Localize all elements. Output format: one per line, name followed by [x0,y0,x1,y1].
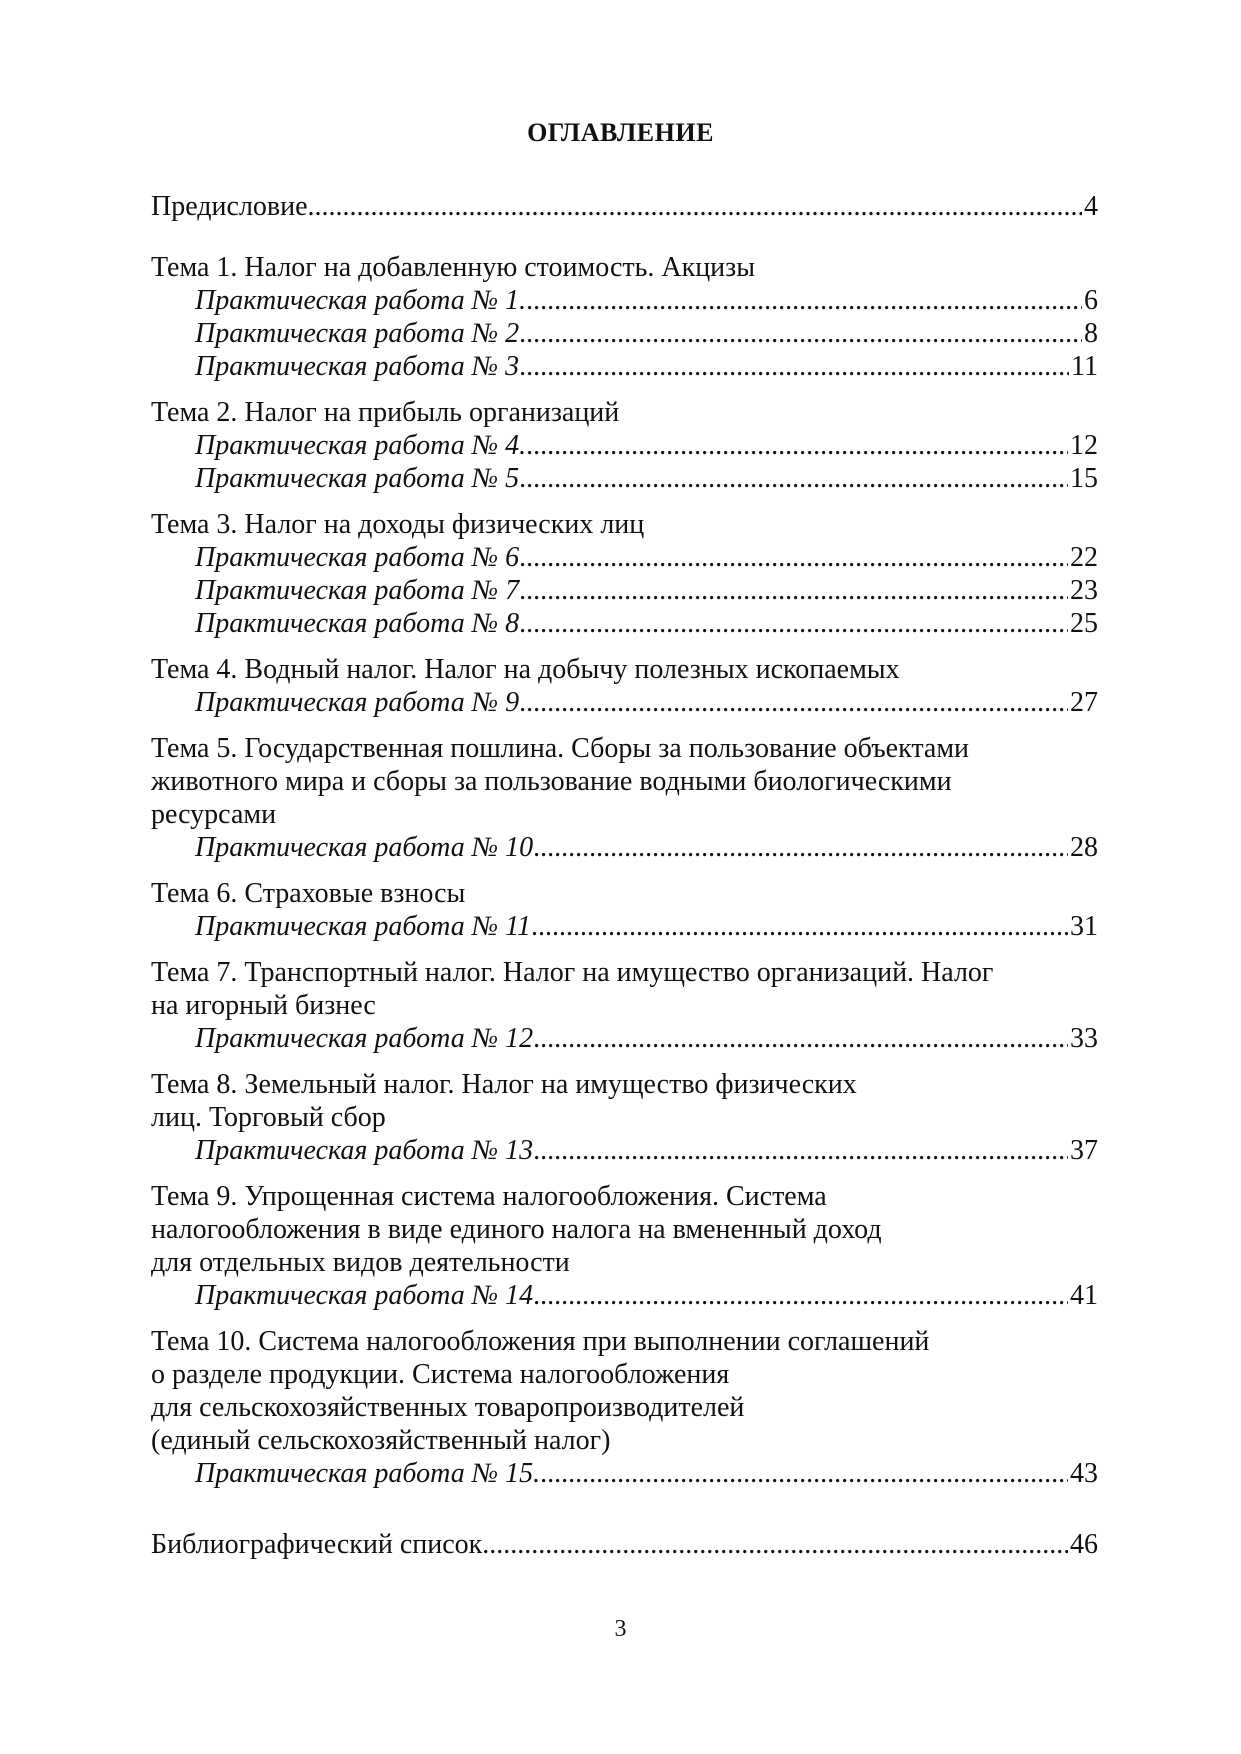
toc-theme-title-line: Тема 9. Упрощенная система налогообложения. Система [151,1181,827,1212]
toc-theme-title-line: Тема 2. Налог на прибыль организаций [151,397,620,428]
toc-theme-title-line: для отдельных видов деятельности [151,1247,570,1278]
toc-entry-label: Практическая работа № 15. [195,1458,541,1489]
toc-theme [151,1180,1098,1312]
toc-theme [151,1325,1098,1490]
toc-entry-label: Практическая работа № 2 [195,318,520,349]
toc-entry-practical-work[interactable] [151,1134,1098,1167]
toc-theme-title-line: Тема 7. Транспортный налог. Налог на имущество организаций. Налог [151,957,994,988]
themes-list [151,251,1098,1490]
toc-entry-practical-work[interactable] [151,429,1098,462]
toc-page-number: 37 [1070,1135,1098,1166]
toc-theme-title[interactable] [151,508,1098,541]
toc-theme [151,653,1098,719]
toc-theme-title-line: лиц. Торговый сбор [151,1102,386,1133]
toc-theme-title-line: Тема 3. Налог на доходы физических лиц [151,509,645,540]
toc-theme [151,956,1098,1055]
page-number: 3 [614,1616,627,1642]
toc-theme-title-line: животного мира и сборы за пользование водными биологическими [151,766,952,797]
toc-page-number: 11 [1071,351,1098,382]
toc-theme [151,732,1098,864]
toc-page-number: 12 [1070,430,1098,461]
toc-entry-practical-work[interactable] [151,831,1098,864]
toc-theme-title[interactable] [151,732,1098,831]
toc-entry-label: Предисловие [151,191,308,222]
toc-theme [151,251,1098,383]
dot-leader [533,1279,1068,1312]
toc-page-number: 46 [1070,1529,1098,1560]
toc-theme-title-line: Тема 8. Земельный налог. Налог на имущество физических [151,1069,857,1100]
toc-page-number: 8 [1084,318,1098,349]
toc-page-number: 4 [1084,191,1098,222]
page-title: ОГЛАВЛЕНИЕ [527,118,714,147]
toc-page-number: 33 [1070,1023,1098,1054]
toc-page-number: 41 [1070,1280,1098,1311]
toc-entry-practical-work[interactable] [151,607,1098,640]
toc-theme-title-line: для сельскохозяйственных товаропроизводителей [151,1392,745,1423]
toc-page-number: 22 [1070,542,1098,573]
dot-leader [519,607,1068,640]
toc-entry-preface[interactable] [151,190,1098,223]
dot-leader [533,831,1068,864]
toc-entry-practical-work[interactable] [151,462,1098,495]
dot-leader [519,350,1069,383]
toc-entry-practical-work[interactable] [151,574,1098,607]
toc-entry-label: Практическая работа № 10 [195,832,534,863]
toc-entry-practical-work[interactable] [151,350,1098,383]
toc-theme-title-line: Тема 1. Налог на добавленную стоимость. Акцизы [151,252,756,283]
toc-theme-title-line: налогообложения в виде единого налога на вмененный доход [151,1214,882,1245]
toc-theme-title-line: Тема 10. Система налогообложения при выполнении соглашений [151,1326,930,1357]
toc-theme-title-line: Тема 4. Водный налог. Налог на добычу полезных ископаемых [151,654,900,685]
toc-entry-label: Библиографический список [151,1529,483,1560]
dot-leader [482,1528,1068,1561]
toc-entry-label: Практическая работа № 9 [195,687,520,718]
toc-theme-title-line: Тема 6. Страховые взносы [151,878,466,909]
dot-leader [519,317,1082,350]
toc-entry-label: Практическая работа № 5 [195,463,520,494]
dot-leader [526,429,1068,462]
dot-leader [533,1134,1068,1167]
toc-entry-label: Практическая работа № 6 [195,542,520,573]
toc-theme [151,396,1098,495]
toc-theme-title-line: (единый сельскохозяйственный налог) [151,1425,611,1456]
toc-theme-title-line: о разделе продукции. Система налогообложения [151,1359,730,1390]
toc-theme-title-line: ресурсами [151,799,277,830]
dot-leader [533,1022,1068,1055]
toc-page-number: 23 [1070,575,1098,606]
dot-leader [540,1457,1068,1490]
dot-leader [519,574,1068,607]
table-of-contents [151,190,1098,1561]
toc-theme [151,1068,1098,1167]
toc-entry-label: Практическая работа № 13 [195,1135,534,1166]
toc-theme-title[interactable] [151,956,1098,1022]
dot-leader [519,462,1068,495]
toc-entry-label: Практическая работа № 4. [195,430,527,461]
toc-page-number: 27 [1070,687,1098,718]
toc-entry-label: Практическая работа № 1. [195,285,527,316]
toc-entry-label: Практическая работа № 7 [195,575,520,606]
toc-entry-label: Практическая работа № 12 [195,1023,534,1054]
toc-theme-title[interactable] [151,653,1098,686]
toc-entry-label: Практическая работа № 3 [195,351,520,382]
dot-leader [519,541,1068,574]
toc-page-number: 28 [1070,832,1098,863]
toc-theme-title[interactable] [151,1325,1098,1457]
toc-page-number: 25 [1070,608,1098,639]
toc-entry-practical-work[interactable] [151,541,1098,574]
dot-leader [526,284,1082,317]
toc-entry-label: Практическая работа № 8 [195,608,520,639]
toc-entry-bibliography[interactable] [151,1528,1098,1561]
toc-theme-title-line: на игорный бизнес [151,990,376,1021]
toc-entry-practical-work[interactable] [151,1022,1098,1055]
toc-page-number: 43 [1070,1458,1098,1489]
toc-entry-label: Практическая работа № 11 [195,911,532,942]
toc-theme-title-line: Тема 5. Государственная пошлина. Сборы за пользование объектами [151,733,970,764]
toc-theme [151,508,1098,640]
toc-entry-practical-work[interactable] [151,317,1098,350]
toc-theme-title[interactable] [151,396,1098,429]
toc-page-number: 31 [1070,911,1098,942]
toc-page-number: 15 [1070,463,1098,494]
dot-leader [308,190,1082,223]
toc-theme-title[interactable] [151,251,1098,284]
toc-entry-practical-work[interactable] [151,1279,1098,1312]
toc-entry-practical-work[interactable] [151,686,1098,719]
dot-leader [531,910,1068,943]
toc-theme-title[interactable] [151,877,1098,910]
toc-entry-label: Практическая работа № 14 [195,1280,534,1311]
dot-leader [519,686,1068,719]
toc-entry-practical-work[interactable] [151,284,1098,317]
toc-entry-practical-work[interactable] [151,1457,1098,1490]
toc-theme-title[interactable] [151,1180,1098,1279]
toc-entry-practical-work[interactable] [151,910,1098,943]
toc-theme-title[interactable] [151,1068,1098,1134]
toc-page-number: 6 [1084,285,1098,316]
toc-theme [151,877,1098,943]
